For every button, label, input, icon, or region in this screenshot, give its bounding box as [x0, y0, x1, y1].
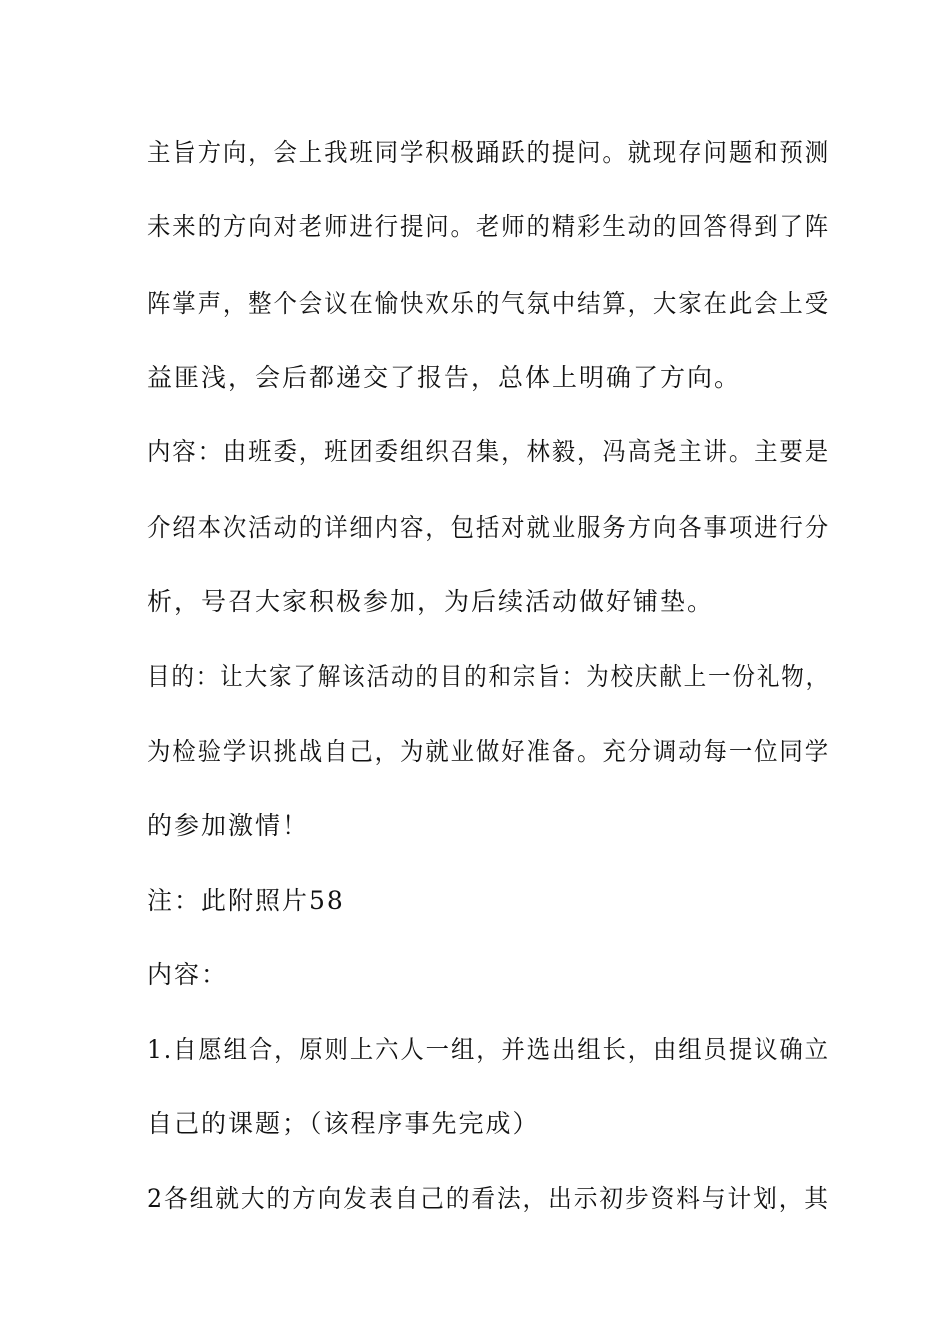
text-line: 内容：: [147, 960, 229, 989]
text-line: 为检验学识挑战自己，为就业做好准备。充分调动每一位同学: [147, 737, 831, 766]
text-line: 1.自愿组合，原则上六人一组，并选出组长，由组员提议确立: [147, 1035, 830, 1064]
text-line: 的参加激情！: [147, 811, 310, 840]
text-line: 介绍本次活动的详细内容，包括对就业服务方向各事项进行分: [147, 513, 831, 542]
text-line: 注：此附照片58: [147, 886, 345, 915]
text-line: 析，号召大家积极参加，为后续活动做好铺垫。: [147, 587, 715, 616]
text-line: 内容：由班委，班团委组织召集，林毅，冯高尧主讲。主要是: [147, 437, 831, 466]
text-line: 益匪浅，会后都递交了报告，总体上明确了方向。: [147, 363, 742, 392]
text-line: 阵掌声，整个会议在愉快欢乐的气氛中结算，大家在此会上受: [147, 289, 831, 318]
text-line: 未来的方向对老师进行提问。老师的精彩生动的回答得到了阵: [147, 212, 831, 241]
text-line: 2各组就大的方向发表自己的看法，出示初步资料与计划，其: [147, 1184, 830, 1213]
text-line: 自己的课题；（该程序事先完成）: [147, 1109, 540, 1138]
text-line: 目的：让大家了解该活动的目的和宗旨：为校庆献上一份礼物，: [147, 662, 831, 691]
text-line: 主旨方向，会上我班同学积极踊跃的提问。就现存问题和预测: [147, 138, 831, 167]
